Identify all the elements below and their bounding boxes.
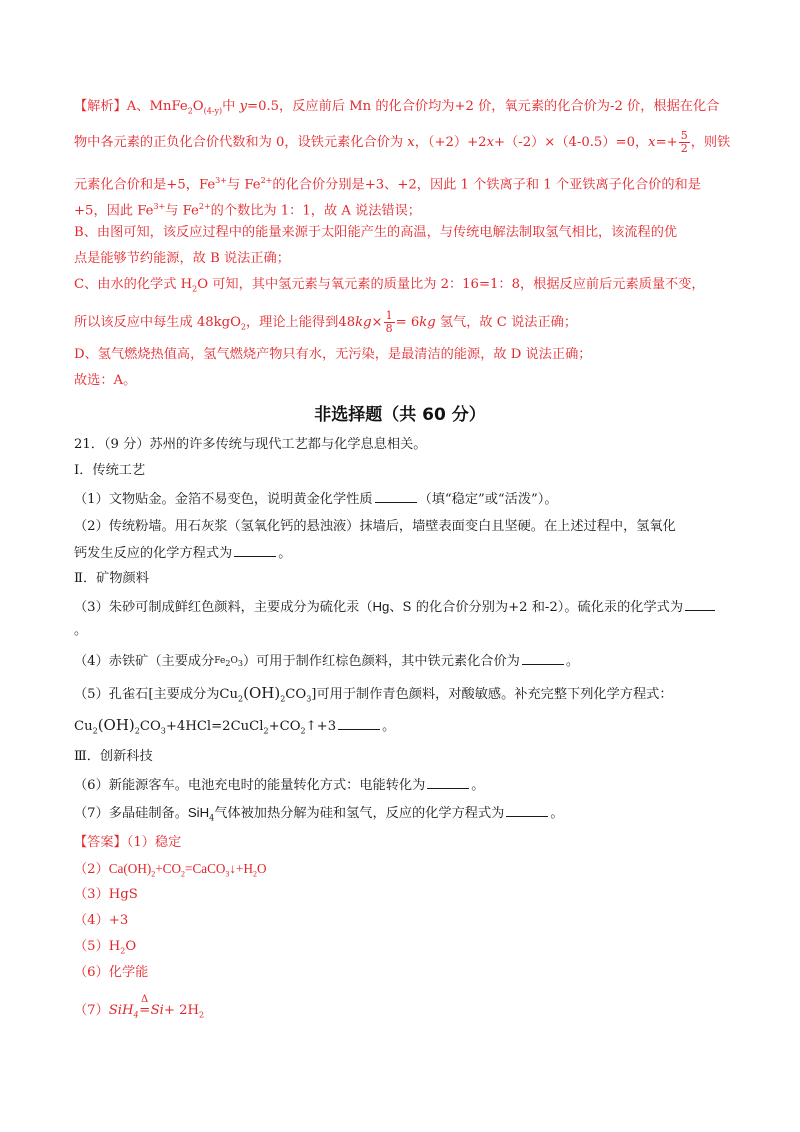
question-text: 气体被加热分解为硅和氢气，反应的化学方程式为 — [214, 806, 505, 821]
answer-2 — [74, 860, 267, 884]
formula-text: Si — [150, 1003, 164, 1018]
subscript: 2 — [181, 869, 186, 879]
analysis-text: C、由水的化学式 H — [74, 277, 193, 292]
question-3 — [74, 598, 717, 617]
subscript: 3 — [306, 694, 312, 704]
analysis-text: 元素化合价和是+5，Fe — [74, 177, 216, 193]
formula-text: ↓+H — [229, 861, 253, 876]
subscript: 2 — [120, 946, 126, 956]
delta-icon: Δ — [141, 994, 149, 1005]
fraction — [679, 130, 690, 155]
answer-blank — [506, 804, 548, 817]
subscript: 4 — [133, 1010, 139, 1020]
formula-text: SiH — [187, 805, 210, 820]
answer-blank — [375, 490, 417, 503]
formula — [214, 656, 243, 666]
analysis-line-6: 点是能够节约能源，故 B 说法正确； — [74, 251, 290, 266]
formula-text: CO — [285, 687, 307, 702]
answer-number: （3） — [74, 887, 109, 902]
equals-sign: = — [139, 1003, 151, 1018]
subscript: 2 — [238, 694, 244, 704]
subscript: 2 — [187, 106, 193, 116]
analysis-text: O — [192, 99, 204, 114]
formula-text: Ca(OH) — [108, 861, 152, 876]
question-text: 。 — [382, 719, 396, 734]
answer-number: （6） — [74, 965, 109, 980]
question-stem: 21．（9 分）苏州的许多传统与现代工艺都与化学息息相关。 — [74, 437, 427, 452]
answer-number: （5） — [74, 939, 109, 954]
analysis-text: 中 — [222, 99, 240, 114]
question-6 — [74, 776, 484, 795]
question-text: （7）多晶硅制备。 — [74, 806, 188, 821]
answer-blank — [685, 598, 715, 611]
variable: x — [407, 135, 415, 150]
formula-text: SiH — [108, 1003, 134, 1018]
formula-text: O — [256, 861, 267, 876]
analysis-text: ，则铁 — [690, 135, 731, 150]
question-text: （3）朱砂可制成鲜红色颜料，主要成分为硫化汞（ — [74, 600, 373, 615]
formula-text: H — [108, 939, 121, 954]
answer-4 — [74, 912, 128, 930]
unit: kg — [419, 315, 436, 330]
superscript: 3+ — [153, 202, 166, 211]
subscript: 2 — [252, 869, 257, 879]
answer-blank — [427, 776, 469, 789]
analysis-line-7 — [74, 276, 705, 299]
question-5 — [74, 684, 673, 709]
question-text: ]可用于制作青色颜料，对酸敏感。补充完整下列化学方程式： — [311, 687, 673, 702]
subscript: 2 — [263, 726, 269, 736]
unit: kg — [355, 315, 372, 330]
subscript: 2 — [300, 726, 306, 736]
analysis-text: =0.5，反应前后 Mn 的化合价均为+2 价，氧元素的化合价为-2 价，根据在化合 — [247, 99, 720, 114]
answer-text: （1）稳定 — [126, 835, 182, 850]
formula-text: O — [230, 656, 238, 666]
subscript: 2 — [225, 658, 231, 668]
formula-text: Fe — [214, 656, 226, 666]
question-text: ）可用于制作红棕色颜料，其中铁元素化合价为 — [242, 654, 520, 669]
subscript: 3 — [237, 658, 243, 668]
answer-label: 【答案】 — [74, 835, 127, 850]
answer-7 — [74, 994, 205, 1025]
question-text: （6）新能源客车。电池充电时的能量转化方式：电能转化为 — [74, 778, 426, 793]
section-heading-1: Ⅰ．传统工艺 — [74, 463, 146, 478]
question-text: （4）赤铁矿（主要成分 — [74, 654, 215, 669]
question-2-cont — [74, 544, 291, 563]
analysis-line-8 — [74, 310, 577, 337]
answer-blank — [338, 717, 380, 730]
analysis-text: 与 Fe — [165, 203, 199, 219]
subscript: 2 — [92, 726, 98, 736]
formula-text: +CO — [268, 719, 301, 734]
section-heading-3: Ⅲ．创新科技 — [74, 749, 153, 764]
answer-number: （7） — [74, 1003, 109, 1018]
question-text: 钙发生反应的化学方程式为 — [74, 546, 233, 561]
formula-number: = 6 — [395, 315, 420, 330]
analysis-line-9: D、氢气燃烧热值高，氢气燃烧产物只有水，无污染，是最清洁的能源，故 D 说法正确； — [74, 347, 592, 362]
analysis-line-3 — [74, 172, 701, 194]
answer-number: （4） — [74, 913, 109, 928]
subscript: 4 — [209, 813, 215, 823]
analysis-line-1 — [74, 98, 719, 121]
question-1 — [74, 490, 558, 509]
operator: × — [371, 315, 383, 330]
subscript: 3 — [225, 869, 230, 879]
answer-text: HgS — [108, 887, 138, 902]
variable: y — [239, 99, 248, 114]
analysis-text: 氢气，故 C 说法正确； — [435, 315, 578, 330]
fraction-numerator: 5 — [680, 129, 688, 142]
section-title: 非选择题（共 60 分） — [314, 405, 486, 425]
formula-text: +CO — [155, 861, 182, 876]
question-text: 。 — [565, 654, 580, 669]
question-text: （填“稳定”或“活泼”）。 — [418, 492, 558, 507]
question-7 — [74, 804, 564, 828]
answer-6 — [74, 964, 148, 982]
answer-formula — [108, 861, 267, 879]
element-symbol: Hg — [372, 599, 390, 614]
analysis-text: 物中各元素的正负化合价代数和为 0，设铁元素化合价为 — [74, 135, 408, 150]
question-4 — [74, 652, 579, 673]
fraction — [384, 310, 395, 335]
analysis-text: O 可知，其中氢元素与氧元素的质量比为 2：16=1：8，根据反应前后元素质量不变， — [197, 277, 705, 292]
analysis-text: 所以该反应中每生成 48kgO — [74, 315, 241, 330]
fraction-numerator: 1 — [385, 309, 393, 322]
formula-text: Cu — [74, 719, 93, 734]
variable: x — [648, 135, 656, 150]
analysis-text: 的个数比为 1：1，故 A 说法错误； — [210, 203, 421, 219]
fraction-denominator: 2 — [680, 142, 688, 155]
analysis-text: ，（+2）+2 — [414, 135, 487, 150]
question-text: 。 — [278, 546, 292, 561]
fraction-denominator: 8 — [385, 322, 393, 335]
question-2: （2）传统粉墙。用石灰浆（氢氧化钙的悬浊液）抹墙后，墙壁表面变白且坚硬。在上述过程中，氢氧化 — [74, 519, 676, 534]
analysis-line-5: B、由图可知，该反应过程中的能量来源于太阳能产生的高温，与传统电解法制取氢气相比，该流程的优 — [74, 225, 678, 240]
analysis-text: 与 Fe — [226, 177, 261, 193]
answer-blank — [234, 544, 276, 557]
analysis-text: ，理论上能得到 — [246, 315, 339, 330]
formula-text: + 2H — [163, 1003, 200, 1018]
analysis-text: +5，因此 Fe — [74, 203, 154, 219]
superscript: 2+ — [198, 202, 211, 211]
answer-5 — [74, 938, 136, 961]
analysis-text: =+ — [655, 135, 678, 150]
formula-text: Cu — [219, 687, 239, 702]
question-text: 。 — [471, 778, 485, 793]
analysis-text: +（-2）×（4-0.5）=0， — [494, 135, 649, 150]
answer-blank — [522, 652, 564, 665]
question-3-cont: 。 — [74, 623, 88, 638]
heat-condition-sign — [139, 994, 151, 1020]
variable: x — [486, 135, 494, 150]
subscript: (4-y) — [203, 106, 223, 116]
subscript: 2 — [240, 322, 246, 332]
analysis-text: 的化合价分别是+3、+2，因此 1 个铁离子和 1 个亚铁离子化合价的和是 — [272, 177, 701, 193]
formula-text: (OH) — [243, 684, 281, 702]
analysis-line-2 — [74, 130, 730, 155]
question-text: （5）孔雀石[主要成分为 — [74, 687, 220, 702]
answer-1 — [74, 834, 181, 852]
analysis-line-10: 故选：A。 — [74, 373, 137, 388]
answer-text: 化学能 — [108, 965, 149, 980]
formula-text: O — [125, 939, 137, 954]
formula-text: +4HCl=2CuCl — [165, 719, 264, 734]
subscript: 3 — [160, 726, 166, 736]
formula-text: (OH) — [97, 716, 135, 734]
formula-text: CO — [139, 719, 161, 734]
subscript: 2 — [192, 284, 198, 294]
superscript: 2+ — [260, 176, 273, 185]
subscript: 2 — [151, 869, 156, 879]
answer-3 — [74, 886, 138, 904]
superscript: 3+ — [215, 176, 227, 185]
formula-number: 48 — [338, 315, 356, 330]
section-heading-2: Ⅱ．矿物颜料 — [74, 571, 149, 586]
question-text: 。 — [550, 806, 564, 821]
subscript: 2 — [134, 726, 140, 736]
question-text: 、S 的化合价分别为+2 和-2）。硫化汞的化学式为 — [389, 600, 684, 615]
answer-number: （2） — [74, 862, 109, 877]
analysis-line-4 — [74, 198, 421, 220]
equation-5 — [74, 716, 395, 741]
formula-text: ↑+3 — [305, 719, 337, 734]
answer-text: +3 — [108, 913, 129, 928]
subscript: 2 — [280, 694, 286, 704]
subscript: 2 — [199, 1010, 205, 1020]
question-text: （1）文物贴金。金箔不易变色，说明黄金化学性质 — [74, 492, 373, 507]
formula-text: =CaCO — [185, 861, 226, 876]
analysis-text: 【解析】A、MnFe — [74, 99, 188, 114]
